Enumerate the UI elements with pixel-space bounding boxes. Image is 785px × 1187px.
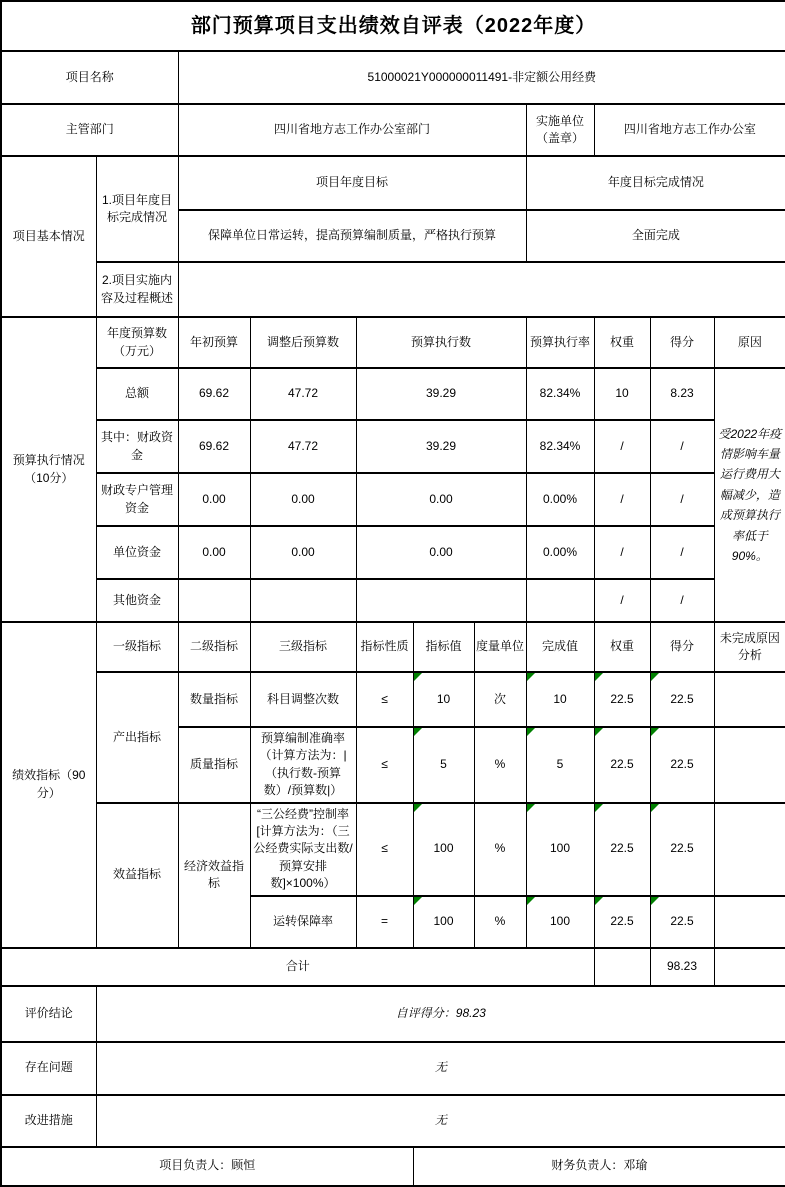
goal-section-label: 1.项目年度目标完成情况 — [96, 156, 178, 262]
indicator-actual: 5 — [526, 727, 594, 803]
budget-row-label: 其他资金 — [96, 579, 178, 622]
conclusion-row — [1, 986, 785, 1042]
project-name-label: 项目名称 — [1, 51, 178, 104]
indicator-col-header: 指标值 — [413, 622, 474, 672]
indicator-col-header: 权重 — [594, 622, 650, 672]
indicator-level3: 预算编制准确率（计算方法为：|（执行数-预算数）/预算数|） — [250, 727, 356, 803]
indicator-weight: 22.5 — [594, 896, 650, 948]
completion-value: 全面完成 — [526, 210, 785, 262]
impl-section-label: 2.项目实施内容及过程概述 — [96, 262, 178, 317]
impl-unit-value: 四川省地方志工作办公室 — [594, 104, 785, 156]
improvements-row — [1, 1095, 785, 1147]
budget-executed: 39.29 — [356, 368, 526, 420]
budget-initial: 0.00 — [178, 526, 250, 579]
indicator-score: 22.5 — [650, 896, 714, 948]
indicator-weight: 22.5 — [594, 727, 650, 803]
total-label: 合计 — [1, 948, 594, 986]
budget-section-label: 预算执行情况（10分） — [1, 317, 96, 622]
completion-header: 年度目标完成情况 — [526, 156, 785, 210]
project-manager: 项目负责人：顾恒 — [1, 1147, 413, 1186]
indicator-nature: ≤ — [356, 672, 413, 727]
indicator-unit: % — [474, 727, 526, 803]
indicator-score: 22.5 — [650, 672, 714, 727]
budget-score: / — [650, 526, 714, 579]
indicator-level3: “三公经费”控制率[计算方法为：（三公经费实际支出数/预算安排数]×100%） — [250, 803, 356, 896]
indicator-level1: 效益指标 — [96, 803, 178, 948]
basic-section-label: 项目基本情况 — [1, 156, 96, 317]
indicator-level2: 质量指标 — [178, 727, 250, 803]
signature-row — [1, 1147, 785, 1186]
budget-adjusted: 0.00 — [250, 473, 356, 526]
indicator-nature: = — [356, 896, 413, 948]
indicator-nature: ≤ — [356, 727, 413, 803]
indicator-col-header: 二级指标 — [178, 622, 250, 672]
indicator-score: 22.5 — [650, 803, 714, 896]
indicator-unit: 次 — [474, 672, 526, 727]
budget-executed — [356, 579, 526, 622]
total-row — [1, 948, 785, 986]
indicator-level2: 数量指标 — [178, 672, 250, 727]
indicator-col-header: 一级指标 — [96, 622, 178, 672]
improvements-value: 无 — [96, 1095, 785, 1147]
indicator-actual: 100 — [526, 803, 594, 896]
budget-header-row — [1, 317, 785, 368]
indicator-level3: 运转保障率 — [250, 896, 356, 948]
budget-rate: 82.34% — [526, 368, 594, 420]
project-name-row — [1, 51, 785, 104]
indicator-weight: 22.5 — [594, 803, 650, 896]
indicator-nature: ≤ — [356, 803, 413, 896]
conclusion-label: 评价结论 — [1, 986, 96, 1042]
title-row — [1, 1, 785, 51]
department-row — [1, 104, 785, 156]
budget-executed: 0.00 — [356, 473, 526, 526]
budget-row-label: 财政专户管理资金 — [96, 473, 178, 526]
improvements-label: 改进措施 — [1, 1095, 96, 1147]
budget-col-header: 原因 — [714, 317, 785, 368]
total-weight — [594, 948, 650, 986]
budget-col-header: 得分 — [650, 317, 714, 368]
problems-row — [1, 1042, 785, 1095]
budget-col-header: 年度预算数（万元） — [96, 317, 178, 368]
budget-row-special-account — [1, 473, 785, 526]
indicator-score: 22.5 — [650, 727, 714, 803]
budget-row-total — [1, 368, 785, 420]
indicator-target: 100 — [413, 896, 474, 948]
budget-adjusted: 47.72 — [250, 420, 356, 473]
department-label: 主管部门 — [1, 104, 178, 156]
indicator-analysis — [714, 896, 785, 948]
budget-score: / — [650, 420, 714, 473]
budget-rate: 82.34% — [526, 420, 594, 473]
budget-weight: 10 — [594, 368, 650, 420]
department-value: 四川省地方志工作办公室部门 — [178, 104, 526, 156]
budget-adjusted — [250, 579, 356, 622]
indicator-col-header: 度量单位 — [474, 622, 526, 672]
budget-row-label: 总额 — [96, 368, 178, 420]
basic-info-row-3 — [1, 262, 785, 317]
budget-row-other-funds — [1, 579, 785, 622]
indicator-target: 5 — [413, 727, 474, 803]
page-title: 部门预算项目支出绩效自评表（2022年度） — [1, 1, 785, 51]
conclusion-value: 自评得分：98.23 — [96, 986, 785, 1042]
budget-score: / — [650, 473, 714, 526]
indicator-col-header: 得分 — [650, 622, 714, 672]
budget-initial — [178, 579, 250, 622]
impl-value — [178, 262, 785, 317]
budget-rate: 0.00% — [526, 526, 594, 579]
indicator-col-header: 三级指标 — [250, 622, 356, 672]
budget-col-header: 权重 — [594, 317, 650, 368]
total-score: 98.23 — [650, 948, 714, 986]
indicator-target: 10 — [413, 672, 474, 727]
total-analysis — [714, 948, 785, 986]
project-name-value: 51000021Y000000011491-非定额公用经费 — [178, 51, 785, 104]
indicator-section-label: 绩效指标（90分） — [1, 622, 96, 948]
budget-row-label: 其中：财政资金 — [96, 420, 178, 473]
budget-executed: 39.29 — [356, 420, 526, 473]
budget-rate: 0.00% — [526, 473, 594, 526]
budget-row-label: 单位资金 — [96, 526, 178, 579]
indicator-header-row — [1, 622, 785, 672]
budget-initial: 69.62 — [178, 368, 250, 420]
annual-goal-header: 项目年度目标 — [178, 156, 526, 210]
problems-value: 无 — [96, 1042, 785, 1095]
finance-manager: 财务负责人：邓瑜 — [413, 1147, 785, 1186]
budget-weight: / — [594, 526, 650, 579]
budget-adjusted: 47.72 — [250, 368, 356, 420]
budget-initial: 69.62 — [178, 420, 250, 473]
indicator-weight: 22.5 — [594, 672, 650, 727]
budget-score: / — [650, 579, 714, 622]
indicator-row-cost-control — [1, 803, 785, 896]
budget-weight: / — [594, 473, 650, 526]
budget-col-header: 调整后预算数 — [250, 317, 356, 368]
budget-adjusted: 0.00 — [250, 526, 356, 579]
impl-unit-label: 实施单位（盖章） — [526, 104, 594, 156]
indicator-target: 100 — [413, 803, 474, 896]
budget-initial: 0.00 — [178, 473, 250, 526]
basic-info-row-1 — [1, 156, 785, 210]
indicator-analysis — [714, 803, 785, 896]
indicator-actual: 100 — [526, 896, 594, 948]
budget-weight: / — [594, 420, 650, 473]
indicator-analysis — [714, 727, 785, 803]
indicator-analysis — [714, 672, 785, 727]
budget-executed: 0.00 — [356, 526, 526, 579]
indicator-col-header: 完成值 — [526, 622, 594, 672]
budget-col-header: 预算执行数 — [356, 317, 526, 368]
problems-label: 存在问题 — [1, 1042, 96, 1095]
indicator-level3: 科目调整次数 — [250, 672, 356, 727]
indicator-actual: 10 — [526, 672, 594, 727]
indicator-unit: % — [474, 803, 526, 896]
budget-row-unit-funds — [1, 526, 785, 579]
budget-col-header: 年初预算 — [178, 317, 250, 368]
indicator-unit: % — [474, 896, 526, 948]
indicator-col-header: 指标性质 — [356, 622, 413, 672]
indicator-level2: 经济效益指标 — [178, 803, 250, 948]
budget-reason: 受2022年疫情影响车量运行费用大幅减少，造成预算执行率低于90%。 — [714, 368, 785, 622]
indicator-col-header: 未完成原因分析 — [714, 622, 785, 672]
budget-col-header: 预算执行率 — [526, 317, 594, 368]
indicator-level1: 产出指标 — [96, 672, 178, 803]
budget-rate — [526, 579, 594, 622]
budget-weight: / — [594, 579, 650, 622]
budget-score: 8.23 — [650, 368, 714, 420]
budget-row-fiscal — [1, 420, 785, 473]
annual-goal-value: 保障单位日常运转，提高预算编制质量，严格执行预算 — [178, 210, 526, 262]
indicator-row-quantity — [1, 672, 785, 727]
